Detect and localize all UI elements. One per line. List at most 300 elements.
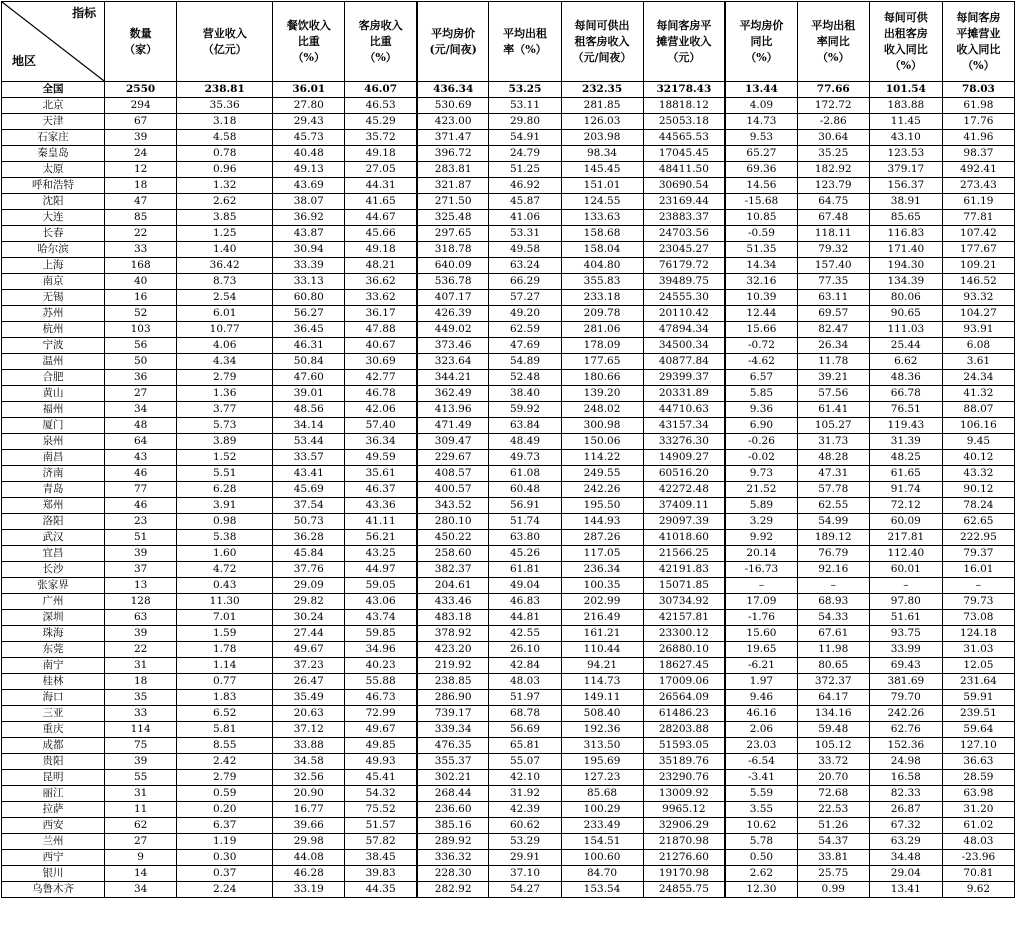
value-cell: 209.78 bbox=[561, 306, 643, 322]
value-cell: 27.05 bbox=[345, 162, 417, 178]
value-cell: 33.57 bbox=[273, 450, 345, 466]
table-row bbox=[2, 370, 1015, 386]
value-cell: 29.80 bbox=[489, 114, 561, 130]
value-cell: 43.69 bbox=[273, 178, 345, 194]
region-cell: 东莞 bbox=[2, 642, 105, 658]
value-cell: 16 bbox=[105, 290, 177, 306]
region-cell: 温州 bbox=[2, 354, 105, 370]
table-row bbox=[2, 274, 1015, 290]
value-cell: 44.35 bbox=[345, 882, 417, 898]
value-cell: 297.65 bbox=[417, 226, 489, 242]
table-row bbox=[2, 722, 1015, 738]
value-cell: 42.10 bbox=[489, 770, 561, 786]
value-cell: 110.44 bbox=[561, 642, 643, 658]
column-header: 平均出租 率（%） bbox=[489, 2, 561, 82]
value-cell: 23169.44 bbox=[643, 194, 725, 210]
value-cell: 78.03 bbox=[942, 82, 1014, 98]
value-cell: 233.18 bbox=[561, 290, 643, 306]
value-cell: 111.03 bbox=[869, 322, 942, 338]
value-cell: 45.41 bbox=[345, 770, 417, 786]
value-cell: 59.64 bbox=[942, 722, 1014, 738]
region-cell: 呼和浩特 bbox=[2, 178, 105, 194]
region-cell: 无锡 bbox=[2, 290, 105, 306]
value-cell: 79.73 bbox=[942, 594, 1014, 610]
value-cell: 203.98 bbox=[561, 130, 643, 146]
value-cell: 43157.34 bbox=[643, 418, 725, 434]
table-row bbox=[2, 210, 1015, 226]
value-cell: 407.17 bbox=[417, 290, 489, 306]
value-cell: 413.96 bbox=[417, 402, 489, 418]
value-cell: 3.77 bbox=[177, 402, 273, 418]
value-cell: 106.16 bbox=[942, 418, 1014, 434]
value-cell: 217.81 bbox=[869, 530, 942, 546]
value-cell: 56 bbox=[105, 338, 177, 354]
value-cell: 5.73 bbox=[177, 418, 273, 434]
value-cell: 739.17 bbox=[417, 706, 489, 722]
region-cell: 洛阳 bbox=[2, 514, 105, 530]
value-cell: 68.93 bbox=[797, 594, 869, 610]
value-cell: 60516.20 bbox=[643, 466, 725, 482]
value-cell: 8.55 bbox=[177, 738, 273, 754]
value-cell: 189.12 bbox=[797, 530, 869, 546]
value-cell: 67.48 bbox=[797, 210, 869, 226]
value-cell: 46.78 bbox=[345, 386, 417, 402]
value-cell: 49.18 bbox=[345, 146, 417, 162]
value-cell: 46 bbox=[105, 466, 177, 482]
value-cell: 9.36 bbox=[725, 402, 797, 418]
value-cell: 37.12 bbox=[273, 722, 345, 738]
region-cell: 南京 bbox=[2, 274, 105, 290]
table-row bbox=[2, 818, 1015, 834]
value-cell: 46.31 bbox=[273, 338, 345, 354]
value-cell: 46.28 bbox=[273, 866, 345, 882]
value-cell: 114.73 bbox=[561, 674, 643, 690]
value-cell: 39.21 bbox=[797, 370, 869, 386]
value-cell: -0.72 bbox=[725, 338, 797, 354]
value-cell: -15.68 bbox=[725, 194, 797, 210]
value-cell: 85 bbox=[105, 210, 177, 226]
value-cell: 25053.18 bbox=[643, 114, 725, 130]
value-cell: 0.77 bbox=[177, 674, 273, 690]
value-cell: 100.29 bbox=[561, 802, 643, 818]
value-cell: 371.47 bbox=[417, 130, 489, 146]
value-cell: 43.10 bbox=[869, 130, 942, 146]
column-header: 平均房价 (元/间夜) bbox=[417, 2, 489, 82]
value-cell: 31.39 bbox=[869, 434, 942, 450]
value-cell: 382.37 bbox=[417, 562, 489, 578]
table-row bbox=[2, 354, 1015, 370]
value-cell: 134.16 bbox=[797, 706, 869, 722]
value-cell: 67.32 bbox=[869, 818, 942, 834]
region-cell: 三亚 bbox=[2, 706, 105, 722]
region-cell: 苏州 bbox=[2, 306, 105, 322]
value-cell: 20.70 bbox=[797, 770, 869, 786]
region-cell: 宁波 bbox=[2, 338, 105, 354]
value-cell: 20110.42 bbox=[643, 306, 725, 322]
value-cell: 33 bbox=[105, 242, 177, 258]
value-cell: -3.41 bbox=[725, 770, 797, 786]
value-cell: 128 bbox=[105, 594, 177, 610]
value-cell: 26.10 bbox=[489, 642, 561, 658]
value-cell: 7.01 bbox=[177, 610, 273, 626]
value-cell: -16.73 bbox=[725, 562, 797, 578]
value-cell: 43.41 bbox=[273, 466, 345, 482]
table-row bbox=[2, 738, 1015, 754]
value-cell: -23.96 bbox=[942, 850, 1014, 866]
value-cell: 19170.98 bbox=[643, 866, 725, 882]
value-cell: 280.10 bbox=[417, 514, 489, 530]
table-row bbox=[2, 498, 1015, 514]
value-cell: 423.00 bbox=[417, 114, 489, 130]
value-cell: 1.59 bbox=[177, 626, 273, 642]
value-cell: 321.87 bbox=[417, 178, 489, 194]
value-cell: -0.02 bbox=[725, 450, 797, 466]
value-cell: 36.17 bbox=[345, 306, 417, 322]
value-cell: 66.78 bbox=[869, 386, 942, 402]
value-cell: 45.66 bbox=[345, 226, 417, 242]
value-cell: 53.31 bbox=[489, 226, 561, 242]
column-header: 客房收入 比重 （%） bbox=[345, 2, 417, 82]
value-cell: 239.51 bbox=[942, 706, 1014, 722]
value-cell: 123.79 bbox=[797, 178, 869, 194]
value-cell: 281.06 bbox=[561, 322, 643, 338]
value-cell: 30.94 bbox=[273, 242, 345, 258]
value-cell: 80.65 bbox=[797, 658, 869, 674]
table-row bbox=[2, 786, 1015, 802]
value-cell: 29.91 bbox=[489, 850, 561, 866]
value-cell: 381.69 bbox=[869, 674, 942, 690]
value-cell: 3.89 bbox=[177, 434, 273, 450]
value-cell: 318.78 bbox=[417, 242, 489, 258]
value-cell: 450.22 bbox=[417, 530, 489, 546]
value-cell: 42.77 bbox=[345, 370, 417, 386]
value-cell: 31.92 bbox=[489, 786, 561, 802]
value-cell: 248.02 bbox=[561, 402, 643, 418]
value-cell: 15.60 bbox=[725, 626, 797, 642]
value-cell: 118.11 bbox=[797, 226, 869, 242]
value-cell: 36.01 bbox=[273, 82, 345, 98]
value-cell: 59.48 bbox=[797, 722, 869, 738]
value-cell: 5.51 bbox=[177, 466, 273, 482]
value-cell: 94.21 bbox=[561, 658, 643, 674]
value-cell: 3.55 bbox=[725, 802, 797, 818]
value-cell: 54.91 bbox=[489, 130, 561, 146]
value-cell: -2.86 bbox=[797, 114, 869, 130]
value-cell: 72.12 bbox=[869, 498, 942, 514]
value-cell: 57.78 bbox=[797, 482, 869, 498]
value-cell: 242.26 bbox=[869, 706, 942, 722]
value-cell: 38.91 bbox=[869, 194, 942, 210]
value-cell: 145.45 bbox=[561, 162, 643, 178]
region-cell: 海口 bbox=[2, 690, 105, 706]
region-cell: 哈尔滨 bbox=[2, 242, 105, 258]
value-cell: 426.39 bbox=[417, 306, 489, 322]
value-cell: 172.72 bbox=[797, 98, 869, 114]
value-cell: 40.67 bbox=[345, 338, 417, 354]
table-row bbox=[2, 114, 1015, 130]
value-cell: 236.34 bbox=[561, 562, 643, 578]
value-cell: -4.62 bbox=[725, 354, 797, 370]
value-cell: 42.55 bbox=[489, 626, 561, 642]
table-row bbox=[2, 514, 1015, 530]
value-cell: 6.01 bbox=[177, 306, 273, 322]
value-cell: 36.34 bbox=[345, 434, 417, 450]
value-cell: 178.09 bbox=[561, 338, 643, 354]
table-row bbox=[2, 98, 1015, 114]
value-cell: 313.50 bbox=[561, 738, 643, 754]
value-cell: 372.37 bbox=[797, 674, 869, 690]
value-cell: 471.49 bbox=[417, 418, 489, 434]
value-cell: 37 bbox=[105, 562, 177, 578]
value-cell: 32178.43 bbox=[643, 82, 725, 98]
value-cell: 41.11 bbox=[345, 514, 417, 530]
value-cell: 19.65 bbox=[725, 642, 797, 658]
value-cell: 294 bbox=[105, 98, 177, 114]
value-cell: 6.62 bbox=[869, 354, 942, 370]
table-row bbox=[2, 258, 1015, 274]
value-cell: 180.66 bbox=[561, 370, 643, 386]
value-cell: 202.99 bbox=[561, 594, 643, 610]
value-cell: 38.07 bbox=[273, 194, 345, 210]
table-row bbox=[2, 866, 1015, 882]
value-cell: 46.83 bbox=[489, 594, 561, 610]
value-cell: 46.53 bbox=[345, 98, 417, 114]
value-cell: 0.99 bbox=[797, 882, 869, 898]
value-cell: 12 bbox=[105, 162, 177, 178]
value-cell: 52 bbox=[105, 306, 177, 322]
table-row bbox=[2, 626, 1015, 642]
value-cell: 34.58 bbox=[273, 754, 345, 770]
value-cell: 46.92 bbox=[489, 178, 561, 194]
value-cell: 379.17 bbox=[869, 162, 942, 178]
value-cell: 49.85 bbox=[345, 738, 417, 754]
value-cell: 43.36 bbox=[345, 498, 417, 514]
value-cell: 16.01 bbox=[942, 562, 1014, 578]
value-cell: 85.65 bbox=[869, 210, 942, 226]
value-cell: 49.67 bbox=[345, 722, 417, 738]
value-cell: 63.80 bbox=[489, 530, 561, 546]
value-cell: 325.48 bbox=[417, 210, 489, 226]
value-cell: 5.81 bbox=[177, 722, 273, 738]
corner-indicator-label: 指标 bbox=[72, 6, 97, 20]
value-cell: 39 bbox=[105, 626, 177, 642]
value-cell: 63.11 bbox=[797, 290, 869, 306]
value-cell: 4.72 bbox=[177, 562, 273, 578]
value-cell: – bbox=[942, 578, 1014, 594]
value-cell: 69.57 bbox=[797, 306, 869, 322]
region-cell: 厦门 bbox=[2, 418, 105, 434]
value-cell: 65.81 bbox=[489, 738, 561, 754]
value-cell: 10.62 bbox=[725, 818, 797, 834]
value-cell: 60.80 bbox=[273, 290, 345, 306]
value-cell: 30734.92 bbox=[643, 594, 725, 610]
table-row bbox=[2, 194, 1015, 210]
value-cell: 27 bbox=[105, 386, 177, 402]
value-cell: 8.73 bbox=[177, 274, 273, 290]
value-cell: 26880.10 bbox=[643, 642, 725, 658]
value-cell: 24.79 bbox=[489, 146, 561, 162]
value-cell: 44.08 bbox=[273, 850, 345, 866]
value-cell: 49.73 bbox=[489, 450, 561, 466]
total-row bbox=[2, 82, 1015, 98]
value-cell: 98.37 bbox=[942, 146, 1014, 162]
value-cell: 48 bbox=[105, 418, 177, 434]
value-cell: 53.44 bbox=[273, 434, 345, 450]
value-cell: 61.98 bbox=[942, 98, 1014, 114]
value-cell: 29097.39 bbox=[643, 514, 725, 530]
value-cell: 32906.29 bbox=[643, 818, 725, 834]
region-cell: 广州 bbox=[2, 594, 105, 610]
value-cell: 41018.60 bbox=[643, 530, 725, 546]
value-cell: 36.45 bbox=[273, 322, 345, 338]
value-cell: 232.35 bbox=[561, 82, 643, 98]
value-cell: 3.18 bbox=[177, 114, 273, 130]
value-cell: 62 bbox=[105, 818, 177, 834]
value-cell: 72.99 bbox=[345, 706, 417, 722]
value-cell: 27 bbox=[105, 834, 177, 850]
region-cell: 拉萨 bbox=[2, 802, 105, 818]
value-cell: 63.29 bbox=[869, 834, 942, 850]
value-cell: 36.92 bbox=[273, 210, 345, 226]
value-cell: 34 bbox=[105, 402, 177, 418]
value-cell: 26.34 bbox=[797, 338, 869, 354]
value-cell: 54.32 bbox=[345, 786, 417, 802]
value-cell: 59.92 bbox=[489, 402, 561, 418]
value-cell: 41.65 bbox=[345, 194, 417, 210]
region-cell: 天津 bbox=[2, 114, 105, 130]
value-cell: 21566.25 bbox=[643, 546, 725, 562]
value-cell: 36 bbox=[105, 370, 177, 386]
region-cell: 成都 bbox=[2, 738, 105, 754]
value-cell: 123.53 bbox=[869, 146, 942, 162]
value-cell: 93.32 bbox=[942, 290, 1014, 306]
value-cell: 107.42 bbox=[942, 226, 1014, 242]
value-cell: 62.55 bbox=[797, 498, 869, 514]
value-cell: 161.21 bbox=[561, 626, 643, 642]
value-cell: 17.09 bbox=[725, 594, 797, 610]
value-cell: 400.57 bbox=[417, 482, 489, 498]
value-cell: 84.70 bbox=[561, 866, 643, 882]
value-cell: 4.34 bbox=[177, 354, 273, 370]
value-cell: 355.37 bbox=[417, 754, 489, 770]
value-cell: 42.06 bbox=[345, 402, 417, 418]
value-cell: 42.39 bbox=[489, 802, 561, 818]
table-row bbox=[2, 242, 1015, 258]
value-cell: 1.97 bbox=[725, 674, 797, 690]
region-cell: 乌鲁木齐 bbox=[2, 882, 105, 898]
value-cell: 29.43 bbox=[273, 114, 345, 130]
table-row bbox=[2, 642, 1015, 658]
value-cell: 6.52 bbox=[177, 706, 273, 722]
value-cell: 57.40 bbox=[345, 418, 417, 434]
region-cell: 泉州 bbox=[2, 434, 105, 450]
value-cell: 38.40 bbox=[489, 386, 561, 402]
value-cell: 33276.30 bbox=[643, 434, 725, 450]
value-cell: 47894.34 bbox=[643, 322, 725, 338]
value-cell: 15071.85 bbox=[643, 578, 725, 594]
value-cell: 31 bbox=[105, 786, 177, 802]
value-cell: 23300.12 bbox=[643, 626, 725, 642]
value-cell: 5.38 bbox=[177, 530, 273, 546]
value-cell: 69.36 bbox=[725, 162, 797, 178]
value-cell: 41.06 bbox=[489, 210, 561, 226]
value-cell: 6.37 bbox=[177, 818, 273, 834]
value-cell: 79.37 bbox=[942, 546, 1014, 562]
value-cell: 79.32 bbox=[797, 242, 869, 258]
corner-region-label: 地区 bbox=[12, 54, 37, 68]
value-cell: 39 bbox=[105, 754, 177, 770]
value-cell: -1.76 bbox=[725, 610, 797, 626]
value-cell: 57.82 bbox=[345, 834, 417, 850]
table-row bbox=[2, 306, 1015, 322]
value-cell: 40.23 bbox=[345, 658, 417, 674]
value-cell: 62.59 bbox=[489, 322, 561, 338]
value-cell: 9.45 bbox=[942, 434, 1014, 450]
value-cell: 14.34 bbox=[725, 258, 797, 274]
value-cell: 39.83 bbox=[345, 866, 417, 882]
value-cell: 476.35 bbox=[417, 738, 489, 754]
value-cell: 271.50 bbox=[417, 194, 489, 210]
value-cell: 3.85 bbox=[177, 210, 273, 226]
value-cell: 92.16 bbox=[797, 562, 869, 578]
region-cell: 沈阳 bbox=[2, 194, 105, 210]
value-cell: 57.27 bbox=[489, 290, 561, 306]
value-cell: 14.73 bbox=[725, 114, 797, 130]
value-cell: 9.62 bbox=[942, 882, 1014, 898]
value-cell: 35.36 bbox=[177, 98, 273, 114]
value-cell: 2.79 bbox=[177, 770, 273, 786]
value-cell: 103 bbox=[105, 322, 177, 338]
value-cell: 43 bbox=[105, 450, 177, 466]
value-cell: 60.62 bbox=[489, 818, 561, 834]
value-cell: 51.25 bbox=[489, 162, 561, 178]
value-cell: 25.44 bbox=[869, 338, 942, 354]
value-cell: 13.41 bbox=[869, 882, 942, 898]
value-cell: 49.58 bbox=[489, 242, 561, 258]
value-cell: 30.24 bbox=[273, 610, 345, 626]
value-cell: 33.81 bbox=[797, 850, 869, 866]
value-cell: 2.62 bbox=[725, 866, 797, 882]
value-cell: 37.76 bbox=[273, 562, 345, 578]
value-cell: 41.96 bbox=[942, 130, 1014, 146]
value-cell: 56.27 bbox=[273, 306, 345, 322]
value-cell: 11.45 bbox=[869, 114, 942, 130]
value-cell: 4.06 bbox=[177, 338, 273, 354]
value-cell: 14.56 bbox=[725, 178, 797, 194]
value-cell: 149.11 bbox=[561, 690, 643, 706]
region-cell: 武汉 bbox=[2, 530, 105, 546]
value-cell: 127.23 bbox=[561, 770, 643, 786]
value-cell: 44710.63 bbox=[643, 402, 725, 418]
value-cell: 35 bbox=[105, 690, 177, 706]
value-cell: 222.95 bbox=[942, 530, 1014, 546]
column-header: 平均出租 率同比 （%） bbox=[797, 2, 869, 82]
value-cell: 153.54 bbox=[561, 882, 643, 898]
table-row bbox=[2, 754, 1015, 770]
value-cell: 195.50 bbox=[561, 498, 643, 514]
value-cell: 67.61 bbox=[797, 626, 869, 642]
value-cell: 76.51 bbox=[869, 402, 942, 418]
value-cell: 32.56 bbox=[273, 770, 345, 786]
region-cell: 张家界 bbox=[2, 578, 105, 594]
value-cell: 24.98 bbox=[869, 754, 942, 770]
value-cell: 63.98 bbox=[942, 786, 1014, 802]
value-cell: 61.41 bbox=[797, 402, 869, 418]
value-cell: 79.70 bbox=[869, 690, 942, 706]
table-row bbox=[2, 690, 1015, 706]
value-cell: 29399.37 bbox=[643, 370, 725, 386]
value-cell: 42157.81 bbox=[643, 610, 725, 626]
